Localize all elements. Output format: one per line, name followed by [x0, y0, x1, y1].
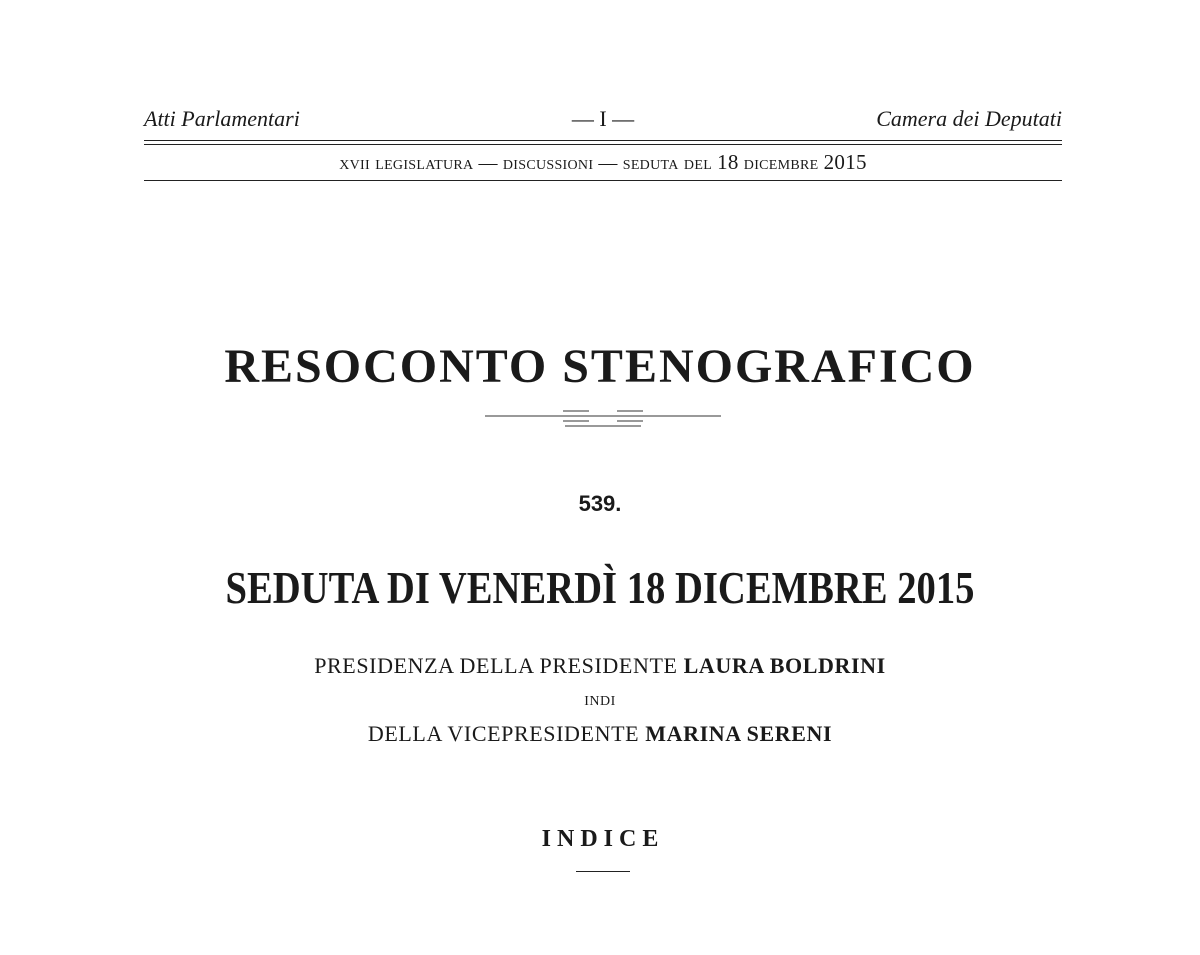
vicepresident-name: MARINA SERENI	[645, 721, 833, 746]
header-rule-second	[144, 144, 1062, 145]
header-rule-bottom	[144, 180, 1062, 181]
sitting-number: 539.	[578, 491, 622, 516]
session-subhead	[144, 148, 1062, 176]
vicepresidency-line	[0, 720, 1200, 748]
presidency-text: PRESIDENZA DELLA PRESIDENTE	[314, 653, 684, 678]
presidency-connector: INDI	[584, 694, 616, 709]
vicepresidency-text: DELLA VICEPRESIDENTE	[367, 721, 646, 746]
index-heading: INDICE	[541, 826, 665, 852]
title-ornament-rule	[485, 408, 721, 430]
running-head-right: Camera dei Deputati	[876, 106, 1062, 131]
running-head	[144, 102, 1062, 136]
running-head-left: Atti Parlamentari	[144, 106, 300, 131]
subhead-month: dicembre	[743, 152, 819, 174]
subhead-kind: discussioni	[502, 152, 594, 174]
subhead-legislature: xvii legislatura	[339, 152, 474, 174]
presidency-line	[0, 652, 1200, 680]
subhead-day: 18	[717, 150, 739, 174]
sitting-title: SEDUTA DI VENERDÌ 18 DICEMBRE 2015	[225, 562, 975, 613]
subhead-separator: —	[598, 153, 618, 174]
running-head-page-number: — I —	[571, 106, 635, 131]
document-title: RESOCONTO STENOGRAFICO	[224, 340, 976, 393]
index-rule	[576, 871, 630, 872]
subhead-year: 2015	[823, 150, 867, 174]
subhead-seduta: seduta del	[622, 152, 713, 174]
header-rule-top	[144, 140, 1062, 141]
president-name: LAURA BOLDRINI	[683, 653, 886, 678]
subhead-separator: —	[478, 153, 498, 174]
